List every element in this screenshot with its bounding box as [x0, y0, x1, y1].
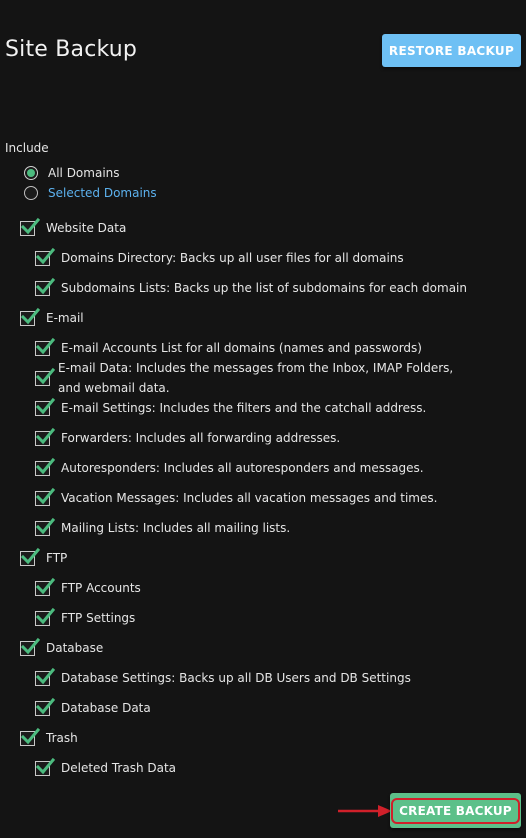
checkmark-icon — [35, 457, 55, 477]
checkbox-database-settings[interactable] — [35, 668, 411, 688]
checkbox-ftp-accounts[interactable] — [35, 578, 141, 598]
checkbox-email-accounts[interactable] — [35, 338, 422, 358]
create-backup-label: CREATE BACKUP — [391, 798, 520, 824]
checkbox-domains-directory[interactable] — [35, 248, 404, 268]
radio-selected-domains[interactable] — [24, 185, 157, 201]
checkbox[interactable] — [35, 251, 50, 266]
checkbox-label: Trash — [46, 731, 78, 745]
restore-backup-button[interactable]: RESTORE BACKUP — [382, 34, 521, 67]
checkbox-deleted-trash-data[interactable] — [35, 758, 176, 778]
checkbox[interactable] — [35, 671, 50, 686]
checkbox-mailing-lists[interactable] — [35, 518, 290, 538]
checkbox-trash[interactable] — [20, 728, 78, 748]
checkmark-icon — [35, 427, 55, 447]
checkbox-database[interactable] — [20, 638, 103, 658]
checkbox-database-data[interactable] — [35, 698, 151, 718]
checkbox-email-data[interactable] — [35, 358, 468, 398]
checkmark-icon — [35, 577, 55, 597]
checkbox-ftp[interactable] — [20, 548, 67, 568]
checkmark-icon — [35, 697, 55, 717]
checkbox-label: Vacation Messages: Includes all vacation messages and times. — [61, 491, 438, 505]
checkbox-label: E-mail Accounts List for all domains (names and passwords) — [61, 341, 422, 355]
checkbox[interactable] — [20, 731, 35, 746]
checkbox-label: Forwarders: Includes all forwarding addresses. — [61, 431, 341, 445]
checkbox[interactable] — [35, 491, 50, 506]
checkbox-label: E-mail Settings: Includes the filters and the catchall address. — [61, 401, 427, 415]
checkbox-forwarders[interactable] — [35, 428, 340, 448]
checkbox[interactable] — [20, 221, 35, 236]
checkbox[interactable] — [20, 311, 35, 326]
checkmark-icon — [35, 277, 55, 297]
checkbox-label: Website Data — [46, 221, 127, 235]
radio-all-domains[interactable] — [24, 165, 120, 181]
radio-selected-icon[interactable] — [24, 166, 38, 180]
checkbox[interactable] — [35, 401, 50, 416]
checkmark-icon — [35, 517, 55, 537]
checkmark-icon — [35, 397, 55, 417]
checkbox[interactable] — [35, 761, 50, 776]
checkbox-label: FTP Settings — [61, 611, 136, 625]
checkmark-icon — [35, 757, 55, 777]
checkbox[interactable] — [20, 551, 35, 566]
checkmark-icon — [35, 247, 55, 267]
checkbox-label: Domains Directory: Backs up all user files for all domains — [61, 251, 404, 265]
checkbox[interactable] — [35, 701, 50, 716]
checkbox[interactable] — [35, 281, 50, 296]
checkbox-label: Database Data — [61, 701, 151, 715]
checkbox[interactable] — [35, 431, 50, 446]
checkbox-vacation-messages[interactable] — [35, 488, 437, 508]
checkbox[interactable] — [35, 521, 50, 536]
checkmark-icon — [35, 337, 55, 357]
checkbox-label: Database Settings: Backs up all DB Users and DB Settings — [61, 671, 411, 685]
checkmark-icon — [35, 367, 55, 387]
checkbox-label: FTP Accounts — [61, 581, 141, 595]
checkbox[interactable] — [35, 611, 50, 626]
page-title: Site Backup — [5, 37, 138, 62]
checkmark-icon — [20, 637, 40, 657]
radio-label: Selected Domains — [48, 186, 157, 200]
checkmark-icon — [20, 547, 40, 567]
checkbox-email-settings[interactable] — [35, 398, 426, 418]
include-label: Include — [5, 141, 49, 155]
checkbox-label: Deleted Trash Data — [61, 761, 177, 775]
checkmark-icon — [35, 667, 55, 687]
checkbox-label: FTP — [46, 551, 68, 565]
checkbox-label: E-mail — [46, 311, 84, 325]
checkbox[interactable] — [20, 641, 35, 656]
create-backup-button[interactable] — [390, 793, 521, 828]
checkbox-email[interactable] — [20, 308, 84, 328]
checkmark-icon — [20, 217, 40, 237]
checkbox[interactable] — [35, 341, 50, 356]
radio-unselected-icon[interactable] — [24, 186, 38, 200]
checkbox[interactable] — [35, 371, 50, 386]
checkbox-label: E-mail Data: Includes the messages from the Inbox, IMAP Folders, and webmail data. — [58, 361, 454, 395]
checkbox-subdomains-lists[interactable] — [35, 278, 467, 298]
checkbox[interactable] — [35, 581, 50, 596]
arrow-right-icon — [338, 804, 394, 818]
checkbox-autoresponders[interactable] — [35, 458, 424, 478]
radio-label: All Domains — [48, 166, 120, 180]
checkmark-icon — [20, 727, 40, 747]
checkbox-label: Mailing Lists: Includes all mailing lists. — [61, 521, 291, 535]
checkmark-icon — [35, 607, 55, 627]
checkbox-ftp-settings[interactable] — [35, 608, 135, 628]
checkmark-icon — [20, 307, 40, 327]
checkbox-website-data[interactable] — [20, 218, 126, 238]
checkbox-label: Autoresponders: Includes all autoresponders and messages. — [61, 461, 424, 475]
checkbox-label: Subdomains Lists: Backs up the list of subdomains for each domain — [61, 281, 467, 295]
checkbox-label: Database — [46, 641, 104, 655]
checkbox[interactable] — [35, 461, 50, 476]
checkmark-icon — [35, 487, 55, 507]
